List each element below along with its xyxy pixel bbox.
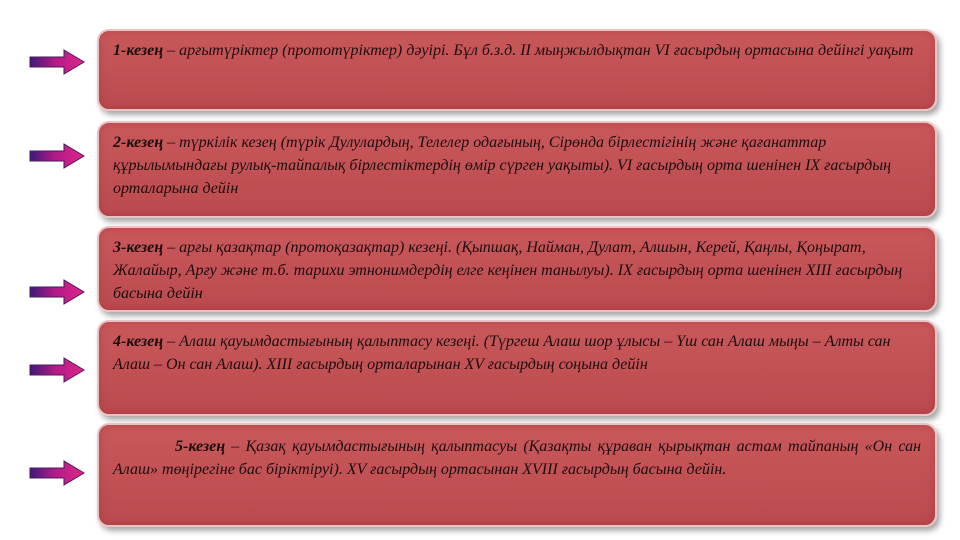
period-2-description: – түркілік кезең (түрік Дулулардың, Телелер одағының, Сірөнда бірлестігінің және қағанаттар құрылымындағы рулық-тайпалық бірлестіктердің өмір сүрген уақыты). VІ ғасырдың орта шенінен ІХ ғасырдың орталарына дейін: [113, 134, 891, 197]
right-arrow-icon: [28, 278, 86, 306]
period-4-label: 4-кезең: [113, 333, 164, 350]
right-arrow-icon: [28, 48, 86, 76]
period-5-text: [113, 435, 921, 481]
period-3-description: – арғы қазақтар (протоқазақтар) кезеңі. (Қыпшақ, Найман, Дулат, Алшын, Керей, Қаңлы, Қоңырат, Жалайыр, Арғу және т.б. тарихи этнонимдердің елге кеңінен танылуы). ІХ ғасырдың орта шенінен ХІІІ ғасырдың басына дейін: [113, 239, 903, 302]
right-arrow-icon: [28, 356, 86, 384]
period-card-4: [97, 320, 937, 416]
period-card-5: [97, 423, 937, 527]
period-5-description: – Қазақ қауымдастығының қалыптасуы (Қазақты құраван қырықтан астам тайпаның «Он сан Алаш» төңірегіне бас біріктіруі). ХV ғасырдың ортасынан ХVІІІ ғасырдың басына дейін.: [113, 438, 921, 478]
period-card-3: [97, 226, 937, 312]
period-2-label: 2-кезең: [113, 134, 164, 151]
period-1-description: – арғытүріктер (прототүріктер) дәуірі. Бұл б.з.д. ІІ мыңжылдықтан VІ ғасырдың ортасына дейінгі уақыт: [163, 42, 914, 59]
period-card-1: [97, 29, 937, 111]
period-4-text: [113, 330, 921, 376]
period-5-label: 5-кезең: [175, 438, 226, 455]
period-1-text: [113, 39, 921, 62]
period-3-text: [113, 236, 921, 305]
period-1-label: 1-кезең: [113, 42, 164, 59]
right-arrow-icon: [28, 459, 86, 487]
period-2-text: [113, 131, 921, 200]
right-arrow-icon: [28, 142, 86, 170]
period-4-description: – Алаш қауымдастығының қалыптасу кезеңі. (Түргеш Алаш шор ұлысы – Үш сан Алаш мыңы – Алты сан Алаш – Он сан Алаш). ХІІІ ғасырдың орталарынан ХV ғасырдың соңына дейін: [113, 333, 891, 373]
period-3-label: 3-кезең: [113, 239, 164, 256]
period-card-2: [97, 121, 937, 218]
